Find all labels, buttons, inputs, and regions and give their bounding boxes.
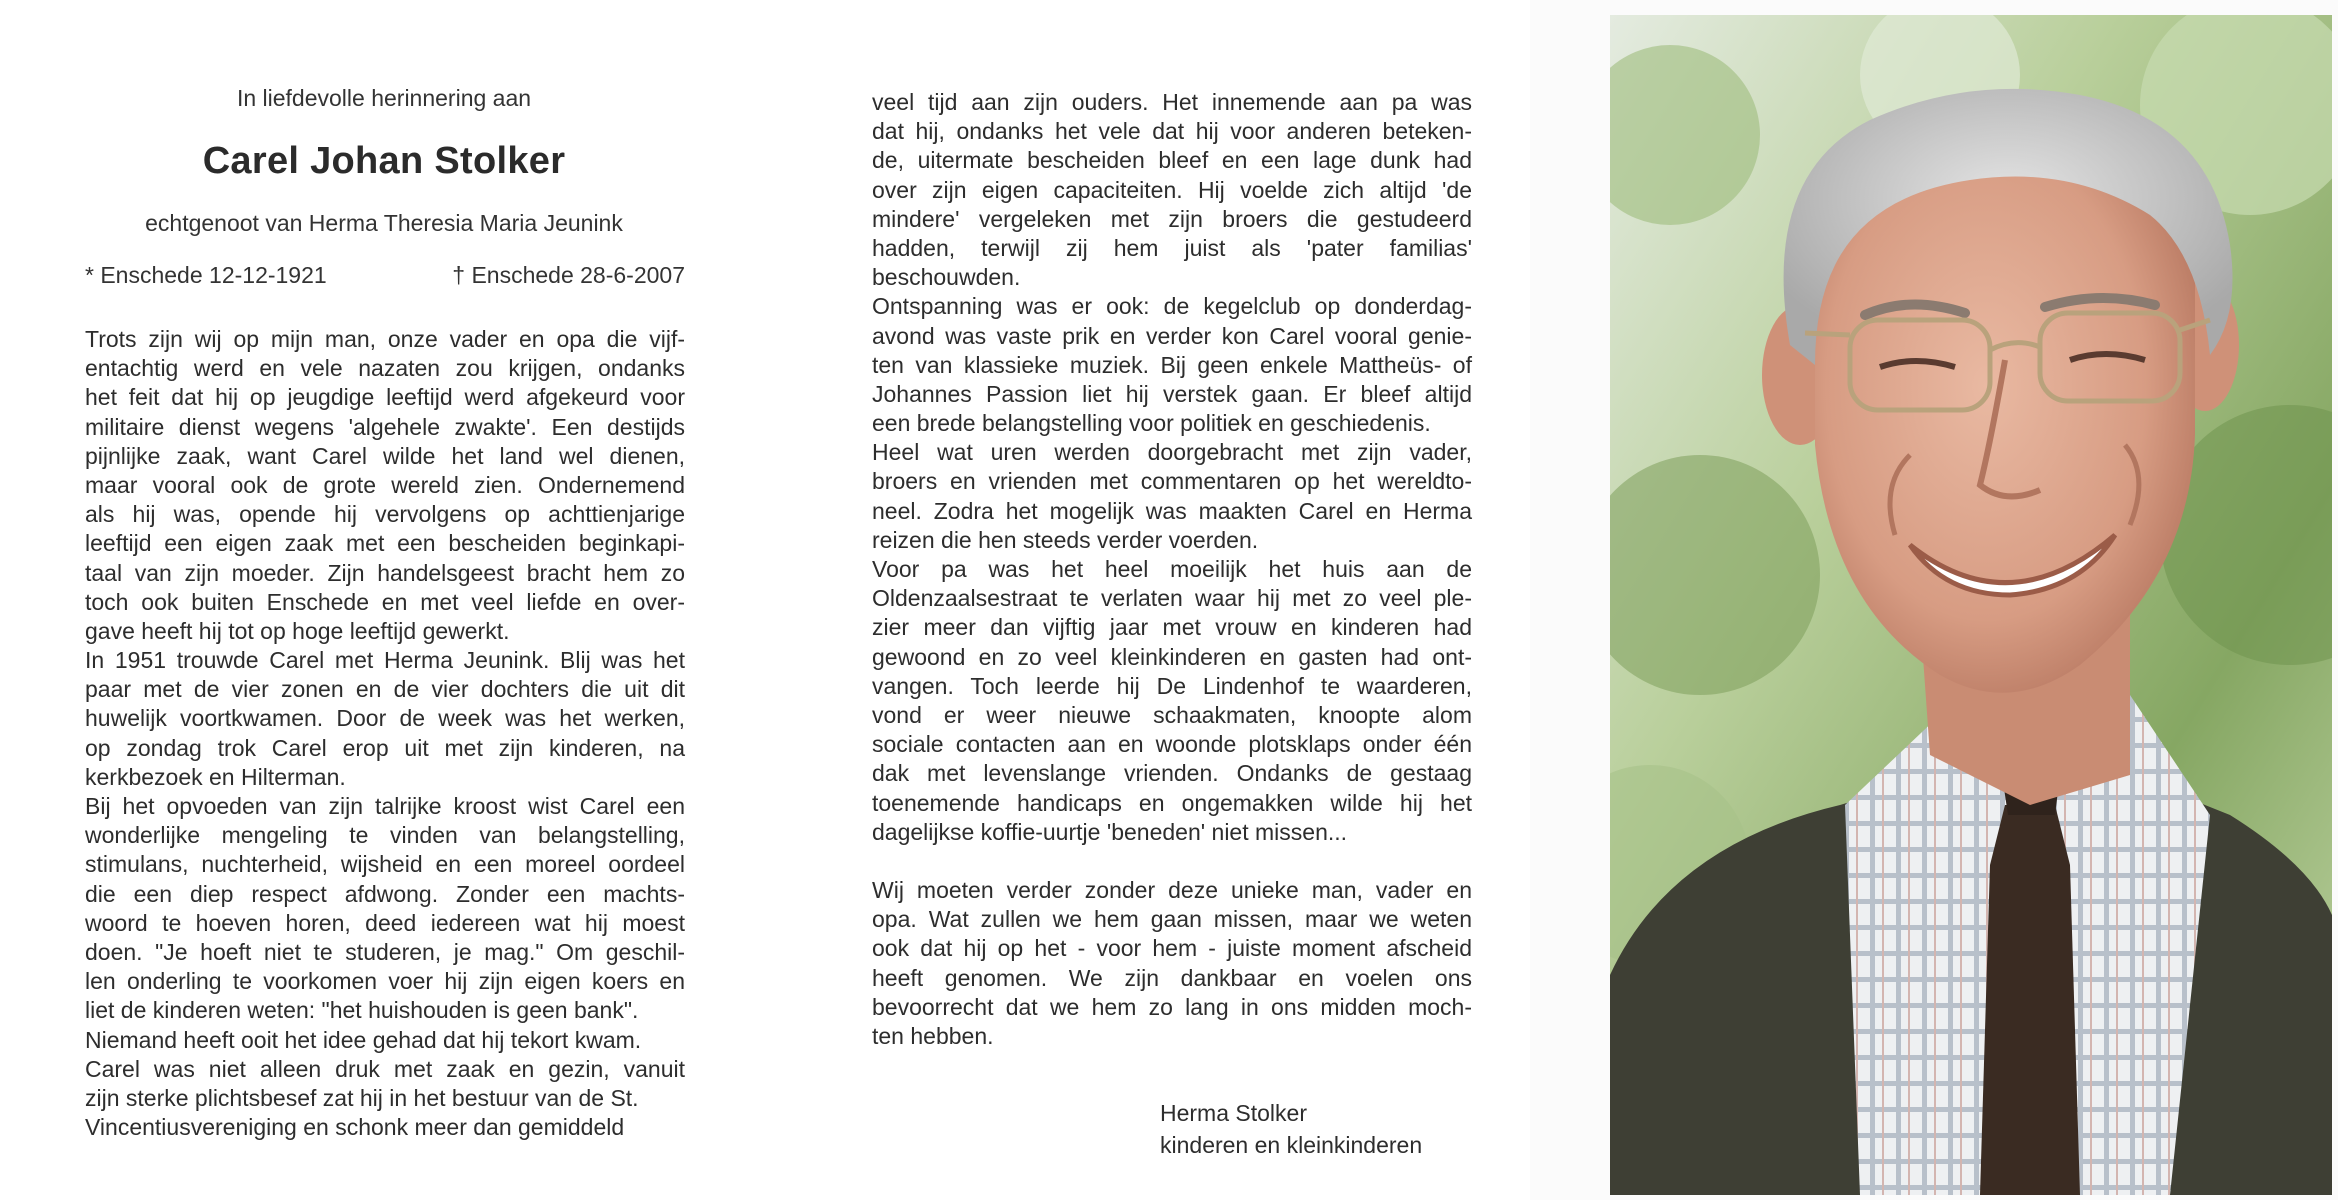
text-line: wonderlijke mengeling te vinden van belangstelling,	[85, 822, 685, 849]
text-line: veel tijd aan zijn ouders. Het innemende aan pa was	[872, 89, 1472, 115]
text-line: vond er weer nieuwe schaakmaten, knoopte alom	[872, 701, 1472, 728]
text-line: militaire dienst wegens 'algehele zwakte'. Een destijds	[85, 413, 685, 440]
text-line: broers en vrienden met commentaren op het wereldto-	[872, 468, 1472, 495]
text-line	[872, 847, 1472, 876]
text-line: gave heeft hij tot op hoge leeftijd gewerkt.	[85, 617, 510, 644]
text-line: over zijn eigen capaciteiten. Hij voelde zich altijd 'de	[872, 176, 1472, 203]
text-line: dak met levenslange vrienden. Ondanks de gestaag	[872, 760, 1472, 787]
text-line: avond was vaste prik en verder kon Carel vooral genie-	[872, 322, 1472, 349]
text-line: woord te hoeven horen, deed iedereen wat hij moest	[85, 909, 685, 936]
text-line: toch ook buiten Enschede en met veel liefde en over-	[85, 588, 685, 615]
tie	[1980, 805, 2080, 1195]
text-line: Ontspanning was er ook: de kegelclub op donderdag-	[872, 293, 1472, 320]
text-line: beschouwden.	[872, 264, 1021, 291]
text-line: kerkbezoek en Hilterman.	[85, 763, 346, 790]
text-line: sociale contacten aan en woonde plotsklaps onder één	[872, 731, 1472, 758]
text-line: mindere' vergeleken met zijn broers die gestudeerd	[872, 205, 1472, 232]
text-line: die een diep respect afdwong. Zonder een machts-	[85, 880, 685, 907]
text-line: opa. Wat zullen we hem gaan missen, maar we weten	[872, 906, 1472, 933]
text-line: Oldenzaalsestraat te verlaten waar hij met zo veel ple-	[872, 585, 1472, 612]
text-line: als hij was, opende hij vervolgens op achttienjarige	[85, 501, 685, 528]
text-line: heeft genomen. We zijn dankbaar en voelen ons	[872, 964, 1472, 991]
signature-family: kinderen en kleinkinderen	[1160, 1132, 1423, 1158]
text-line: entachtig werd en vele nazaten zou krijgen, ondanks	[85, 355, 685, 382]
signature-name: Herma Stolker	[1160, 1100, 1307, 1126]
text-line: reizen die hen steeds verder voerden.	[872, 526, 1259, 553]
text-line: ook dat hij op het - voor hem - juiste moment afscheid	[872, 935, 1472, 962]
text-line: Heel wat uren werden doorgebracht met zijn vader,	[872, 439, 1472, 466]
text-line: ten van klassieke muziek. Bij geen enkele Mattheüs- of	[872, 351, 1472, 378]
text-line: Wij moeten verder zonder deze unieke man, vader en	[872, 877, 1472, 904]
birth-date: * Enschede 12-12-1921	[85, 262, 327, 288]
text-line: ten hebben.	[872, 1023, 994, 1049]
text-line: paar met de vier zonen en de vier dochters die uit dit	[85, 676, 685, 703]
portrait-photo	[1610, 15, 2332, 1195]
deceased-name: Carel Johan Stolker	[202, 140, 566, 182]
signature	[1160, 1097, 1422, 1161]
text-line: Bij het opvoeden van zijn talrijke kroost wist Carel een	[85, 793, 685, 819]
biography-column-right	[872, 88, 1472, 1051]
text-line: bevoorrecht dat we hem zo lang in ons midden moch-	[872, 993, 1472, 1020]
text-line: zier meer dan vijftig jaar met vrouw en kinderen had	[872, 614, 1472, 641]
text-line: taal van zijn moeder. Zijn handelsgeest bracht hem zo	[85, 559, 685, 586]
text-line: Trots zijn wij op mijn man, onze vader en opa die vijf-	[85, 326, 685, 352]
text-line: zijn sterke plichtsbesef zat hij in het bestuur van de St.	[85, 1084, 639, 1111]
text-line: toenemende handicaps en ongemakken wilde hij het	[872, 789, 1472, 816]
text-line: Carel was niet alleen druk met zaak en gezin, vanuit	[85, 1055, 685, 1082]
text-line: neel. Zodra het mogelijk was maakten Carel en Herma	[872, 497, 1472, 524]
text-line: doen. "Je hoeft niet te studeren, je mag." Om geschil-	[85, 938, 685, 965]
text-line: len onderling te voorkomen voer hij zijn eigen koers en	[85, 968, 685, 995]
text-line: maar vooral ook de grote wereld zien. Ondernemend	[85, 471, 685, 498]
portrait-illustration	[1610, 15, 2332, 1195]
biography-column-left	[85, 325, 685, 1142]
text-line: dagelijkse koffie-uurtje 'beneden' niet missen...	[872, 818, 1348, 845]
text-line: In 1951 trouwde Carel met Herma Jeunink. Blij was het	[85, 647, 685, 674]
death-date: † Enschede 28-6-2007	[452, 262, 685, 288]
text-line: de, uitermate bescheiden bleef en een lage dunk had	[872, 147, 1472, 174]
text-line: op zondag trok Carel erop uit met zijn kinderen, na	[85, 734, 685, 761]
text-line: het feit dat hij op jeugdige leeftijd werd afgekeurd voor	[85, 384, 685, 411]
text-line: gewoond en zo veel kleinkinderen en gasten had ont-	[872, 643, 1472, 670]
text-line: Vincentiusvereniging en schonk meer dan gemiddeld	[85, 1114, 625, 1141]
text-line: hadden, terwijl zij hem juist als 'pater familias'	[872, 234, 1472, 261]
text-line: stimulans, nuchterheid, wijsheid en een moreel oordeel	[85, 851, 685, 878]
text-line: Niemand heeft ooit het idee gehad dat hij tekort kwam.	[85, 1026, 642, 1053]
text-line: dat hij, ondanks het vele dat hij voor anderen beteken-	[872, 118, 1472, 145]
text-line: Johannes Passion liet hij verstek gaan. Er bleef altijd	[872, 380, 1472, 407]
text-line: leeftijd een eigen zaak met een bescheiden beginkapi-	[85, 530, 685, 557]
text-line: huwelijk voortkwamen. Door de week was het werken,	[85, 705, 685, 732]
intro-line: In liefdevolle herinnering aan	[236, 85, 532, 111]
text-line: liet de kinderen weten: "het huishouden is geen bank".	[85, 997, 639, 1024]
text-line: vangen. Toch leerde hij De Lindenhof te waarderen,	[872, 672, 1472, 699]
spouse-line: echtgenoot van Herma Theresia Maria Jeunink	[145, 210, 623, 236]
text-line: een brede belangstelling voor politiek en geschiedenis.	[872, 410, 1431, 437]
text-line: pijnlijke zaak, want Carel wilde het land wel dienen,	[85, 442, 685, 469]
text-line: Voor pa was het heel moeilijk het huis aan de	[872, 556, 1472, 582]
